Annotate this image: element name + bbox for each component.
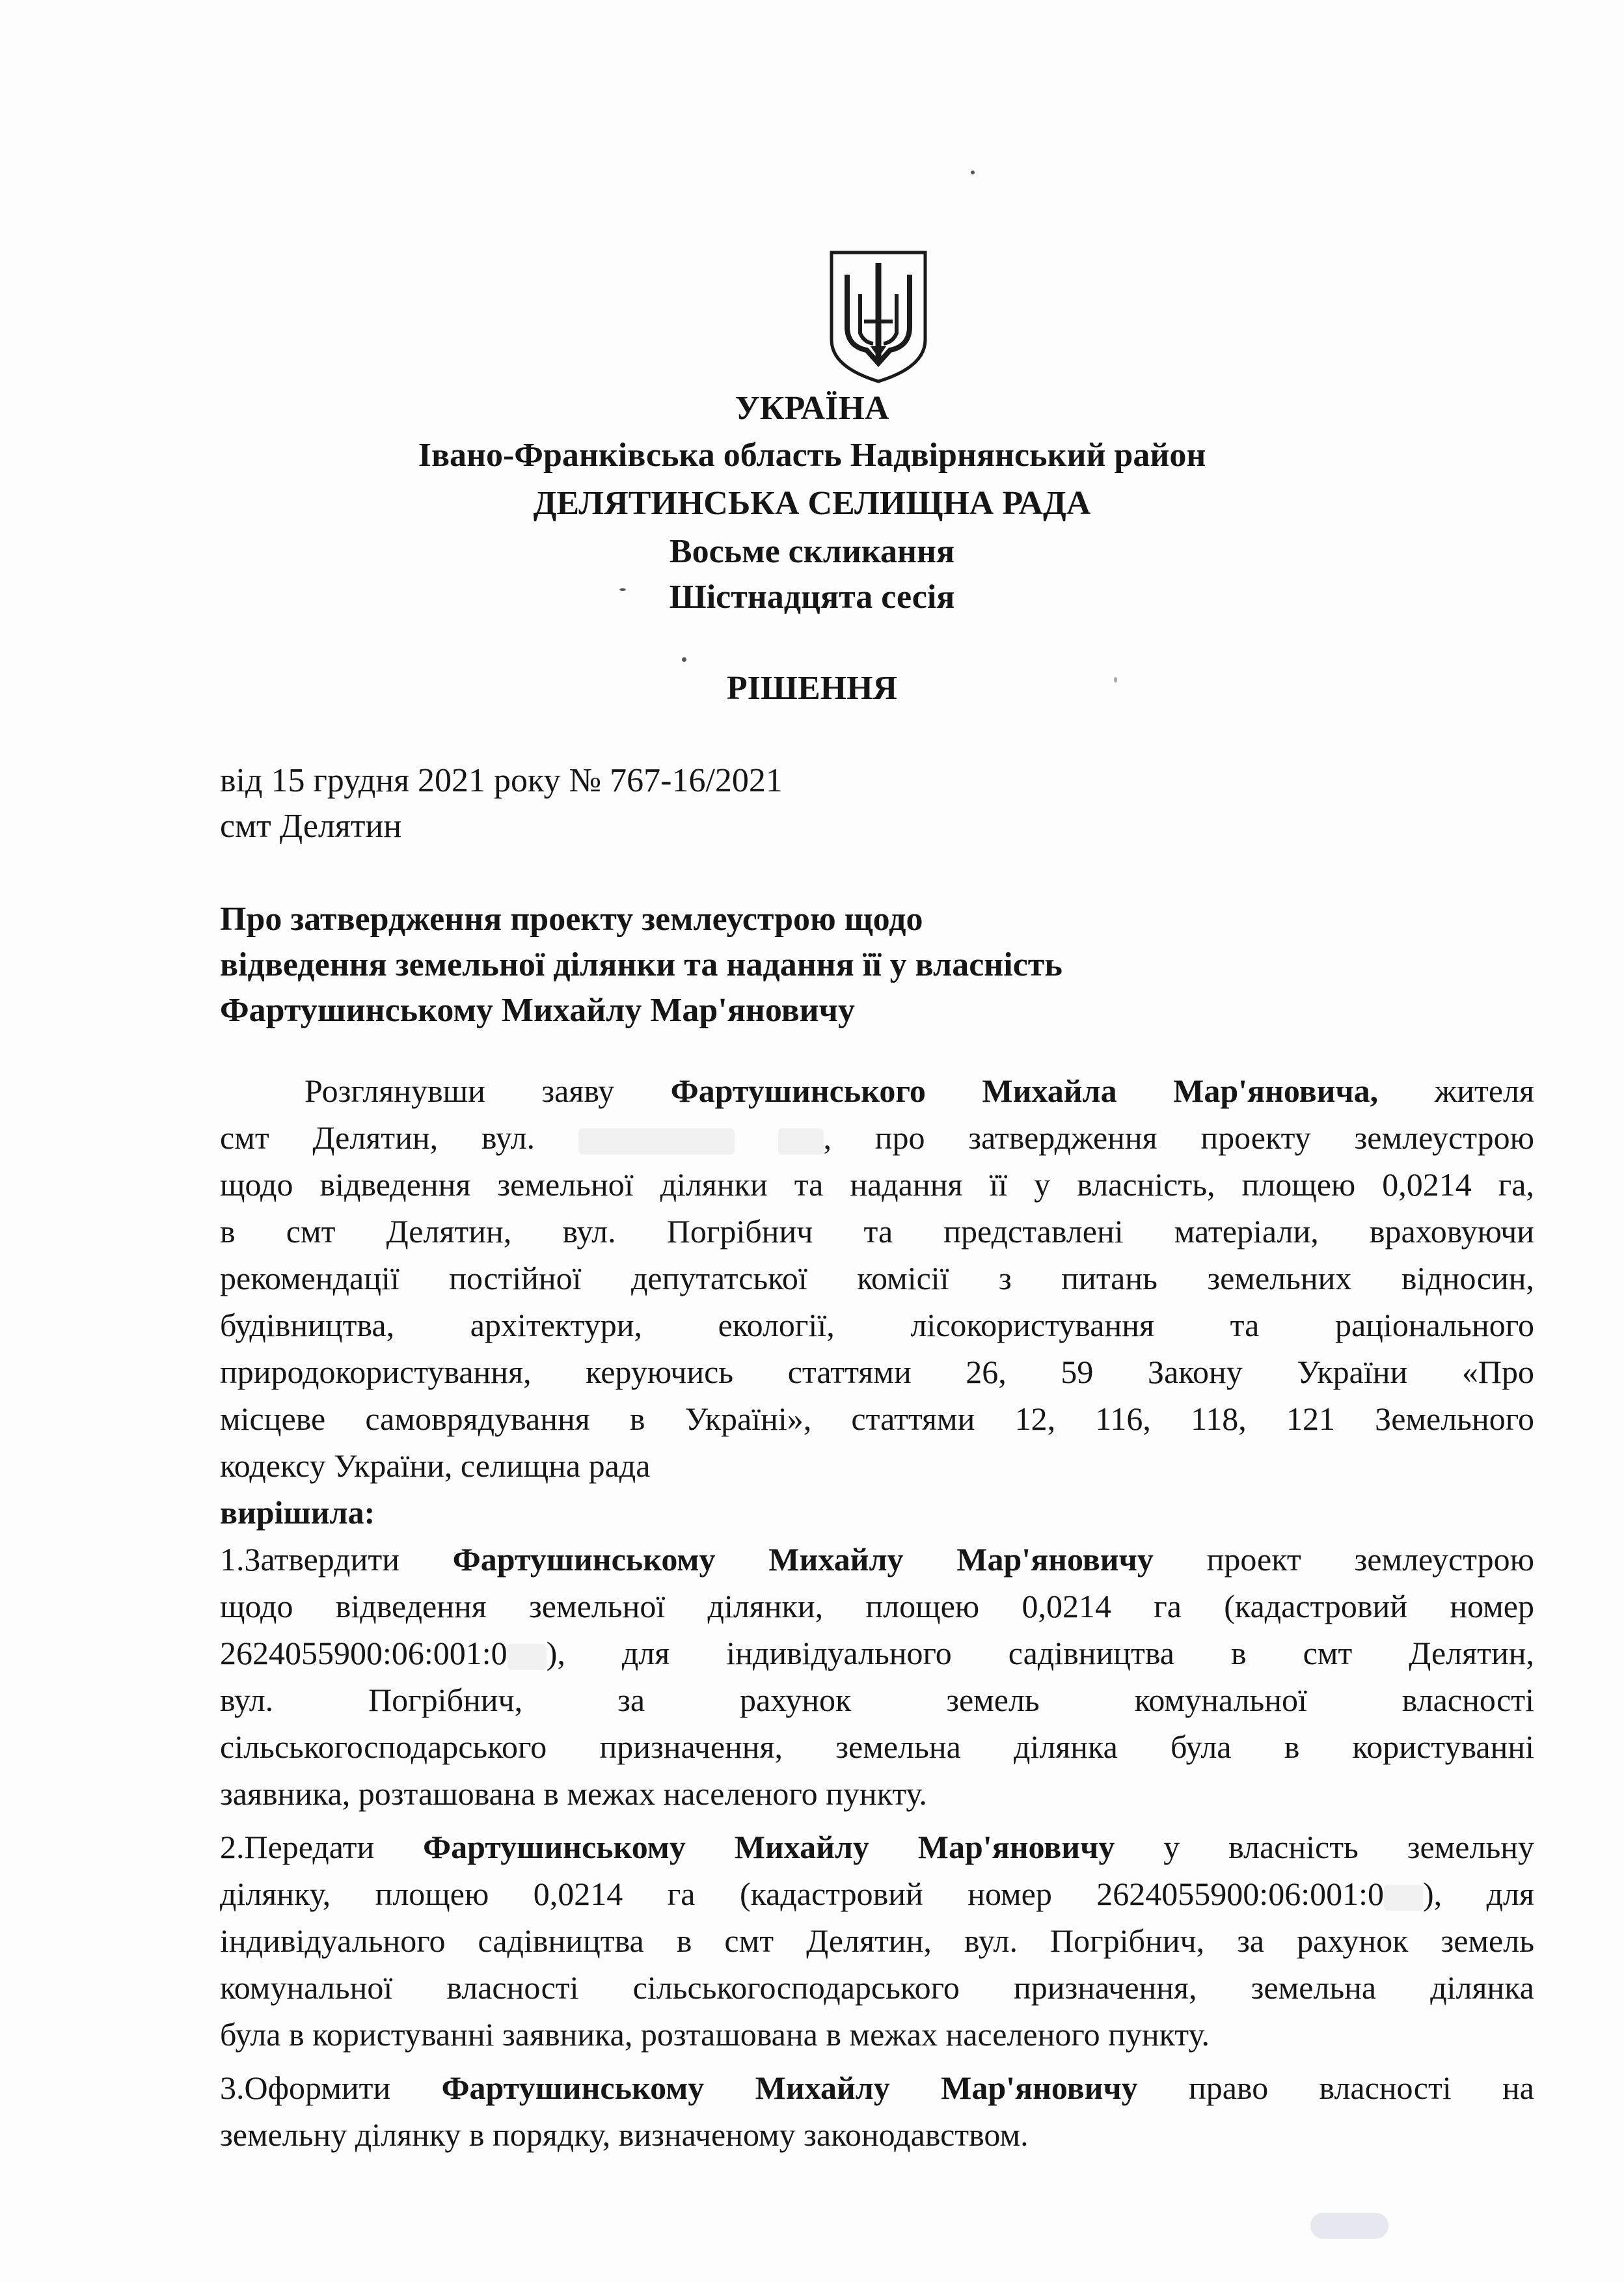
body-line: 2624055900:06:001:0 ), для індивідуального садівництва в смт Делятин, <box>220 1635 1534 1671</box>
body-line: природокористування, керуючись статтями 26, 59 Закону України «Про <box>220 1354 1534 1390</box>
body-line: кодексу України, селищна рада <box>220 1447 651 1484</box>
date-and-number: від 15 грудня 2021 року № 767-16/2021 <box>220 762 783 799</box>
body-line: в смт Делятин, вул. Погрібнич та представлені матеріали, враховуючи <box>220 1213 1534 1250</box>
document-type-heading: РІШЕННЯ <box>726 670 898 707</box>
decision-subject <box>220 897 1062 1033</box>
preamble <box>220 1067 1534 1489</box>
body-line: смт Делятин, вул. , про затвердження проекту землеустрою <box>220 1119 1534 1156</box>
body-line: вул. Погрібнич, за рахунок земель комунальної власності <box>220 1682 1534 1718</box>
subject-line: відведення земельної ділянки та надання її у власність <box>220 946 1062 983</box>
decision-item-1 <box>220 1536 1534 1817</box>
decision-body <box>220 1067 1534 2158</box>
subject-line: Про затвердження проекту землеустрою щодо <box>220 901 923 938</box>
scan-speck <box>1310 2213 1388 2239</box>
redacted-cadastral-digits <box>1384 1885 1423 1911</box>
redacted-cadastral-digits <box>508 1644 547 1670</box>
body-line: комунальної власності сільськогосподарського призначення, земельна ділянка <box>220 1969 1534 2006</box>
scan-speck <box>619 588 626 591</box>
body-line: Розглянувши заяву Фартушинського Михайла Мар'яновича, жителя <box>304 1073 1534 1109</box>
region-heading: Івано-Франківська область Надвірнянський район <box>418 437 1206 474</box>
body-line: 2.Передати Фартушинському Михайлу Мар'яновичу у власність земельну <box>220 1829 1534 1865</box>
body-line: була в користуванні заявника, розташована в межах населеного пункту. <box>220 2016 1210 2053</box>
country-heading: УКРАЇНА <box>735 390 889 427</box>
coat-of-arms-icon <box>828 249 929 384</box>
scan-speck <box>971 171 975 174</box>
body-line: сільськогосподарського призначення, земельна ділянка була в користуванні <box>220 1729 1534 1765</box>
body-line: рекомендації постійної депутатської комісії з питань земельних відносин, <box>220 1260 1534 1296</box>
redacted-street <box>578 1128 735 1155</box>
body-line: 1.Затвердити Фартушинському Михайлу Мар'яновичу проект землеустрою <box>220 1541 1534 1578</box>
body-line: заявника, розташована в межах населеного пункту. <box>220 1775 927 1812</box>
session-heading: Шістнадцята сесія <box>669 579 955 616</box>
body-line: ділянку, площею 0,0214 га (кадастровий номер 2624055900:06:001:0 ), для <box>220 1876 1534 1912</box>
resolved-heading: вирішила: <box>220 1494 375 1531</box>
body-line: щодо відведення земельної ділянки, площею 0,0214 га (кадастровий номер <box>220 1588 1534 1624</box>
body-line: індивідуального садівництва в смт Делятин, вул. Погрібнич, за рахунок земель <box>220 1922 1534 1959</box>
body-line: 3.Оформити Фартушинському Михайлу Мар'яновичу право власності на <box>220 2070 1534 2106</box>
body-line: будівництва, архітектури, екології, лісокористування та раціонального <box>220 1307 1534 1343</box>
body-line: місцеве самоврядування в Україні», статтями 12, 116, 118, 121 Земельного <box>220 1401 1534 1437</box>
body-line: земельну ділянку в порядку, визначеному законодавством. <box>220 2116 1029 2153</box>
decision-item-3 <box>220 2064 1534 2158</box>
decision-item-2 <box>220 1824 1534 2058</box>
subject-line: Фартушинському Михайлу Мар'яновичу <box>220 992 855 1029</box>
council-heading: ДЕЛЯТИНСЬКА СЕЛИЩНА РАДА <box>533 485 1091 522</box>
convocation-heading: Восьме скликання <box>669 533 955 570</box>
place: смт Делятин <box>220 808 402 845</box>
body-line: щодо відведення земельної ділянки та надання її у власність, площею 0,0214 га, <box>220 1166 1534 1203</box>
redacted-house-number <box>778 1128 824 1155</box>
scan-speck <box>1114 677 1117 683</box>
scan-speck <box>682 657 686 662</box>
